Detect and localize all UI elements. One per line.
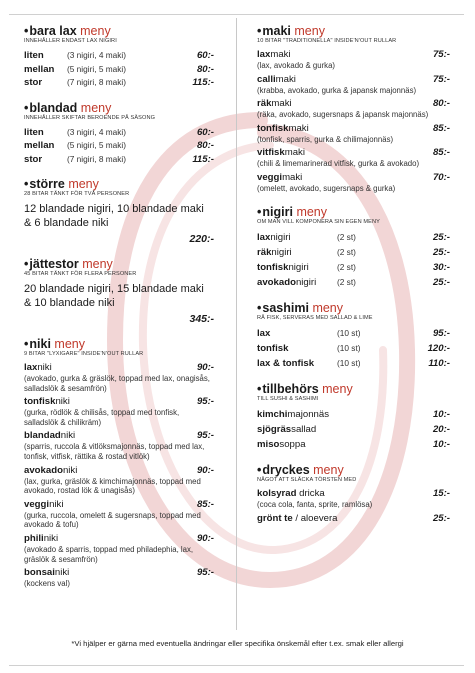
menu-item: avokadoniki 90:- (lax, gurka, gräslök & kimchimajonnäs, toppad med avokado, rostad lök & unagisås)	[24, 464, 214, 496]
price-row: tonfisk (10 st) 120:-	[257, 342, 450, 354]
section-subtitle: OM MAN VILL KOMPONERA SIN EGEN MENY	[257, 218, 380, 225]
section-niki	[24, 337, 214, 589]
section-subtitle: RÅ FISK, SERVERAS MED SALLAD & LIME	[257, 314, 373, 321]
price-row: avokadonigiri (2 st) 25:-	[257, 276, 450, 288]
menu-item: tonfiskmaki 85:- (tonfisk, sparris, gurka & chilimajonnäs)	[257, 122, 450, 144]
section-maki	[257, 24, 450, 194]
menu-item: bonsainiki 95:- (kockens val)	[24, 567, 214, 589]
price-row: mellan (5 nigiri, 5 maki) 80:-	[24, 140, 214, 151]
section-bara-lax	[24, 24, 214, 90]
section-title: •niki meny	[24, 337, 85, 351]
section-blandad	[24, 101, 214, 167]
price-row: lax (10 st) 95:-	[257, 327, 450, 339]
section-subtitle: 45 BITAR TÄNKT FÖR FLERA PERSONER	[24, 271, 137, 277]
price-row: liten (3 nigiri, 4 maki) 60:-	[24, 50, 214, 61]
menu-item: laxniki 90:- (avokado, gurka & gräslök, toppad med lax, onagisås, salladslök & sesamfrön)	[24, 362, 214, 393]
menu-item: vitfiskmaki 85:- (chili & limemarinerad vitfisk, gurka & avokado)	[257, 147, 450, 169]
section-title: •jättestor meny	[24, 257, 113, 271]
section-tillbehors	[257, 382, 450, 452]
section-title: •tillbehörs meny	[257, 381, 353, 396]
section-jattestor	[24, 257, 214, 326]
menu-item: philiniki 90:- (avokado & sparris, toppad med philadephia, lax, gräslök & sesamfrön)	[24, 532, 214, 564]
section-title: •dryckes meny	[257, 462, 344, 477]
column-divider	[236, 18, 237, 630]
section-subtitle: 28 BITAR TÄNKT FÖR TVÅ PERSONER	[24, 191, 130, 197]
menu-item: callimaki 75:- (krabba, avokado, gurka & japansk majonnäs)	[257, 73, 450, 95]
left-column	[24, 24, 214, 600]
section-subtitle: INNEHÅLLER SKIFTAR BEROENDE PÅ SÄSONG	[24, 114, 156, 121]
price-row: kimchimajonnäs 10:-	[257, 408, 450, 420]
price-row: tonfisknigiri (2 st) 30:-	[257, 261, 450, 273]
right-column	[257, 24, 450, 536]
menu-item: vegginiki 85:- (gurka, ruccola, omelett & sugersnaps, toppad med avokado & tofu)	[24, 498, 214, 530]
footer-note: *Vi hjälper er gärna med eventuella ändringar eller specifika önskemål efter t.ex. smak eller allergi	[71, 639, 404, 648]
menu-item: grönt te / aloevera 25:-	[257, 513, 450, 525]
section-title: •maki meny	[257, 24, 325, 38]
menu-item: blandadniki 95:- (sparris, ruccola & vitlöksmajonnäs, toppad med lax, tonfisk, vitfisk, rättika & rostad vitlök)	[24, 430, 214, 461]
section-subtitle: 10 BITAR "TRADITIONELLA" INSIDE'N'OUT RULLAR	[257, 38, 397, 44]
menu-item: tonfiskniki 95:- (gurka, rödlök & chilisås, toppad med tonfisk, salladslök & chilikräm)	[24, 396, 214, 427]
price-row: laxnigiri (2 st) 25:-	[257, 231, 450, 243]
section-title: •större meny	[24, 177, 99, 191]
price-row: stor (7 nigiri, 8 maki) 115:-	[24, 153, 214, 165]
section-sashimi	[257, 301, 450, 371]
section-dryckes	[257, 463, 450, 526]
section-title: •nigiri meny	[257, 204, 328, 219]
menu-item: räkmaki 80:- (räka, avokado, sugersnaps & japansk majonnäs)	[257, 98, 450, 120]
price-row: mellan (5 nigiri, 5 maki) 80:-	[24, 63, 214, 75]
section-subtitle: INNEHÅLLER ENDAST LAX NIGIRI	[24, 38, 117, 44]
menu-item: kolsyrad dricka 15:- (coca cola, fanta, sprite, ramlösa)	[257, 487, 450, 509]
section-subtitle: 9 BITAR "LYXIGARE" INSIDE'N'OUT RULLAR	[24, 351, 144, 357]
section-subtitle: NÅGOT ATT SLÄCKA TÖRSTEN MED	[257, 476, 357, 483]
menu-item: laxmaki 75:- (lax, avokado & gurka)	[257, 49, 450, 70]
section-nigiri	[257, 205, 450, 290]
price-row: stor (7 nigiri, 8 maki) 115:-	[24, 77, 214, 88]
section-subtitle: TILL SUSHI & SASHIMI	[257, 395, 319, 402]
price-row: sjögrässallad 20:-	[257, 423, 450, 435]
menu-item: veggimaki 70:- (omelett, avokado, sugersnaps & gurka)	[257, 171, 450, 193]
section-title: •bara lax meny	[24, 24, 111, 38]
price-row: misosoppa 10:-	[257, 438, 450, 450]
price-row: lax & tonfisk (10 st) 110:-	[257, 357, 450, 369]
menu-contents: 12 blandade nigiri, 10 blandade maki & 6 blandade niki	[24, 203, 204, 229]
price-row: räknigiri (2 st) 25:-	[257, 246, 450, 258]
menu-price: 345:-	[189, 313, 214, 325]
section-title: •sashimi meny	[257, 300, 344, 315]
section-storre	[24, 177, 214, 246]
section-title: •blandad meny	[24, 100, 112, 115]
menu-contents: 20 blandade nigiri, 15 blandade maki & 10 blandade niki	[24, 283, 204, 309]
price-row: liten (3 nigiri, 4 maki) 60:-	[24, 126, 214, 138]
menu-price: 220:-	[189, 233, 214, 245]
